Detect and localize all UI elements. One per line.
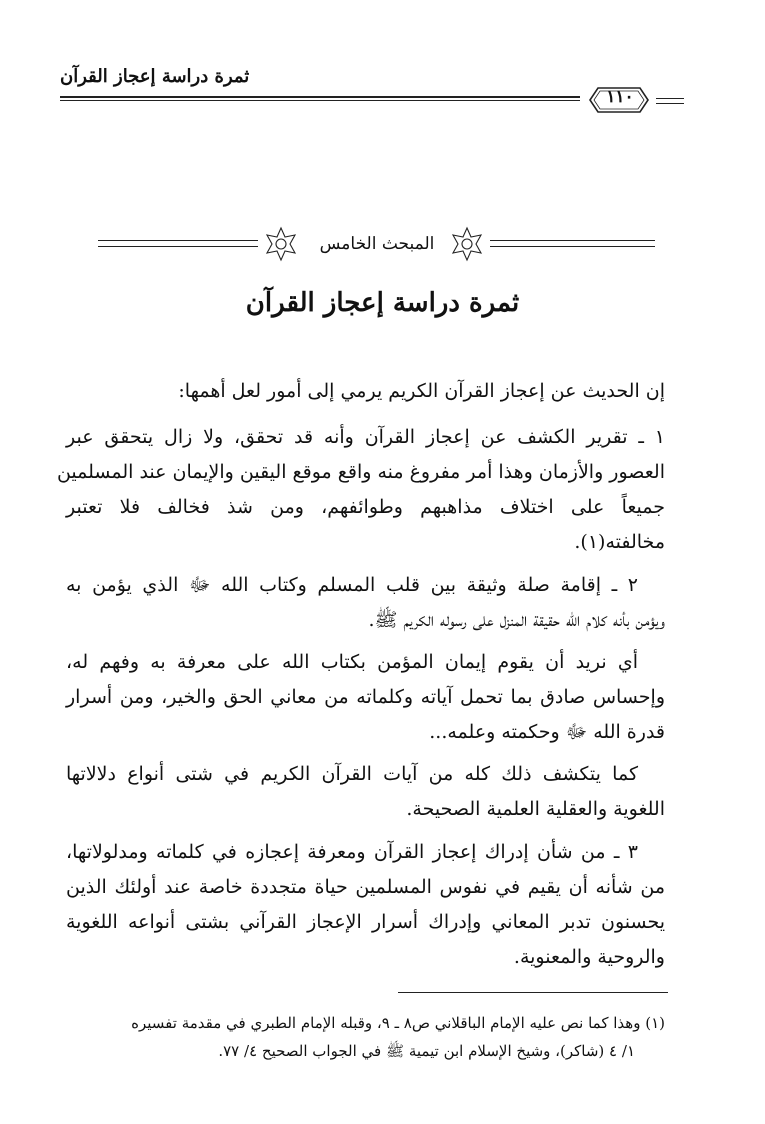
body-line: العصور والأزمان وهذا أمر مفروغ منه واقع موقع اليقين والإيمان عند المسلمين (56, 461, 665, 483)
section-rule-left-1 (98, 240, 258, 241)
header-rule-right (656, 98, 684, 99)
page-number: ١١٠ (606, 87, 634, 107)
body-line: ٢ ـ إقامة صلة وثيقة بين قلب المسلم وكتاب الله ﷻ الذي يؤمن به (66, 574, 638, 596)
body-line: ١ ـ تقرير الكشف عن إعجاز القرآن وأنه قد تحقق، ولا زال يتحقق عبر (66, 426, 665, 448)
body-line: قدرة الله ﷻ وحكمته وعلمه... (429, 721, 665, 743)
body-line: أي نريد أن يقوم إيمان المؤمن بكتاب الله على معرفة به وفهم له، (66, 651, 638, 673)
body-line: ويؤمن بأنه كلام الله حقيقة المنزل على رسوله الكريم ﷺ. (368, 609, 665, 631)
body-line: يحسنون تدبر المعاني وإدراك أسرار الإعجاز القرآني بشتى أنواعه اللغوية (66, 911, 665, 933)
footnote-rule (398, 992, 668, 993)
star-ornament-icon (262, 226, 300, 262)
star-ornament-icon (448, 226, 486, 262)
body-line: وإحساس صادق بما تحمل آياته وكلماته من معاني الحق والخير، ومن أسرار (66, 686, 665, 708)
footnote-line: (١) وهذا كما نص عليه الإمام الباقلاني ص٨ ـ ٩، وقبله الإمام الطبري في مقدمة تفسيره (131, 1014, 665, 1032)
body-line: والروحية والمعنوية. (513, 946, 665, 968)
running-title: ثمرة دراسة إعجاز القرآن (60, 66, 250, 87)
page-title: ثمرة دراسة إعجاز القرآن (245, 288, 520, 318)
body-line: من شأنه أن يقيم في نفوس المسلمين حياة متجددة خاصة عند أولئك الذين (66, 876, 665, 898)
body-line: مخالفته(١). (574, 531, 665, 553)
footnote-line: ١/ ٤ (شاكر)، وشيخ الإسلام ابن تيمية ﷺ في الجواب الصحيح ٤/ ٧٧. (218, 1042, 635, 1060)
section-label: المبحث الخامس (319, 234, 435, 254)
section-rule-left-2 (98, 246, 258, 247)
body-line: كما يتكشف ذلك كله من آيات القرآن الكريم في شتى أنواع دلالاتها (66, 763, 638, 785)
section-rule-right-2 (490, 246, 655, 247)
body-line: اللغوية والعقلية العلمية الصحيحة. (406, 798, 665, 820)
header-rule-right-2 (656, 103, 684, 104)
section-rule-right-1 (490, 240, 655, 241)
body-line: إن الحديث عن إعجاز القرآن الكريم يرمي إلى أمور لعل أهمها: (178, 380, 665, 402)
header-rule-thin (60, 100, 580, 101)
body-line: ٣ ـ من شأن إدراك إعجاز القرآن ومعرفة إعجازه في كلماته ومدلولاتها، (66, 841, 638, 863)
header-rule (60, 96, 580, 98)
body-line: جميعاً على اختلاف مذاهبهم وطوائفهم، ومن شذ فخالف فلا تعتبر (66, 496, 665, 518)
